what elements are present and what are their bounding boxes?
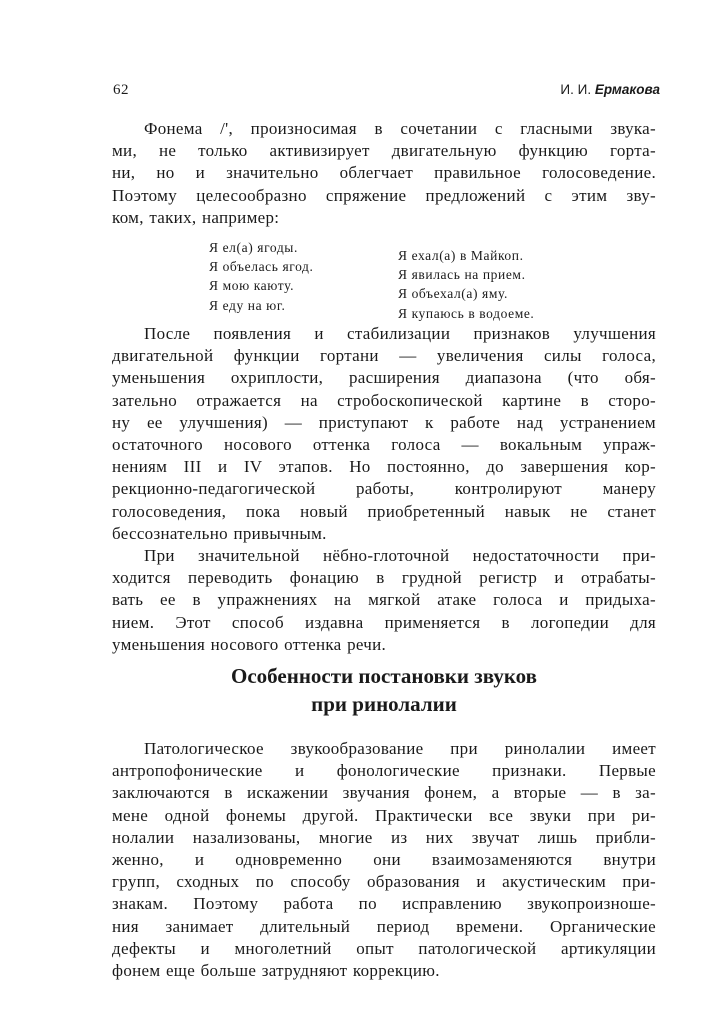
paragraph-3 [112,545,656,656]
text-line: фонем еще больше затрудняют коррекцию. [112,961,440,981]
text-line: нием. Этот способ издавна применяется в логопедии для [112,612,656,632]
text-line: антропофонические и фонологические признаки. Первые [112,761,656,781]
text-line: уменьшения охриплости, расширения диапазона (что обя- [112,368,656,388]
text-line: ни, но и значительно облегчает правильное голосоведение. [112,163,656,183]
text-line: остаточного носового оттенка голоса — вокальным упраж- [112,435,656,455]
example-sentence: Я объелась ягод. [209,259,314,275]
text-line: зательно отражается на стробоскопической картине в сторо- [112,390,656,410]
text-line: ния занимает длительный период времени. Органические [112,916,656,936]
text-line: рекционно-педагогической работы, контролируют манеру [112,479,656,499]
heading-line: Особенности постановки звуков [231,664,537,688]
text-line: заключаются в искажении звучания фонем, а вторые — в за- [112,783,656,803]
heading-line: при ринолалии [311,692,457,716]
text-line: вать ее в упражнениях на мягкой атаке голоса и придыха- [112,590,656,610]
example-sentence: Я ехал(а) в Майкоп. [398,248,524,263]
example-sentence: Я объехал(а) яму. [398,286,508,302]
paragraph-2 [112,323,656,545]
examples-left-column [209,238,314,315]
text-line: ходится переводить фонацию в грудной регистр и отрабаты- [112,568,656,588]
text-line: знакам. Поэтому работа по исправлению звукопроизноше- [112,894,656,914]
text-line: дефекты и многолетний опыт патологической артикуляции [112,938,656,958]
author-initials: И. И. [560,82,592,97]
text-line: женно, и одновременно они взаимозаменяются внутри [112,850,656,870]
author-surname: Ермакова [594,82,660,97]
text-line: групп, сходных по способу образования и акустическим при- [112,872,656,892]
text-line: нениям III и IV этапов. Но постоянно, до завершения кор- [112,457,656,477]
text-line: Фонема /', произносимая в сочетании с гласными звука- [144,119,656,138]
text-line: ком, таких, например: [112,207,280,227]
text-line: мене одной фонемы другой. Практически все звуки при ри- [112,805,656,825]
text-line: нолалии назализованы, многие из них звучат лишь прибли- [112,827,656,847]
text-line: ми, не только активизирует двигательную функцию горта- [112,141,656,161]
running-head-author [560,82,660,97]
example-sentence: Я еду на юг. [209,297,286,313]
text-line: бессознательно привычным. [112,523,327,543]
intro-paragraph [112,118,656,229]
text-line: голосоведения, пока новый приобретенный навык не станет [112,501,656,521]
page-number: 62 [113,82,129,98]
example-sentence: Я явилась на прием. [398,267,526,283]
paragraph-4 [112,738,656,982]
text-line: При значительной нёбно-глоточной недостаточности при- [144,546,656,565]
text-line: ну ее улучшения) — приступают к работе над устранением [112,412,656,432]
example-sentence: Я ел(а) ягоды. [209,240,298,255]
example-sentence: Я купаюсь в водоеме. [398,305,535,321]
examples-right-column [398,246,534,323]
text-line: Поэтому целесообразно спряжение предложений с этим зву- [112,185,656,205]
section-heading [112,662,656,718]
example-sentence: Я мою каюту. [209,278,295,294]
text-line: двигательной функции гортани — увеличения силы голоса, [112,346,656,366]
text-line: Патологическое звукообразование при ринолалии имеет [144,739,656,758]
text-line: уменьшения носового оттенка речи. [112,634,387,654]
text-line: После появления и стабилизации признаков улучшения [144,324,656,343]
